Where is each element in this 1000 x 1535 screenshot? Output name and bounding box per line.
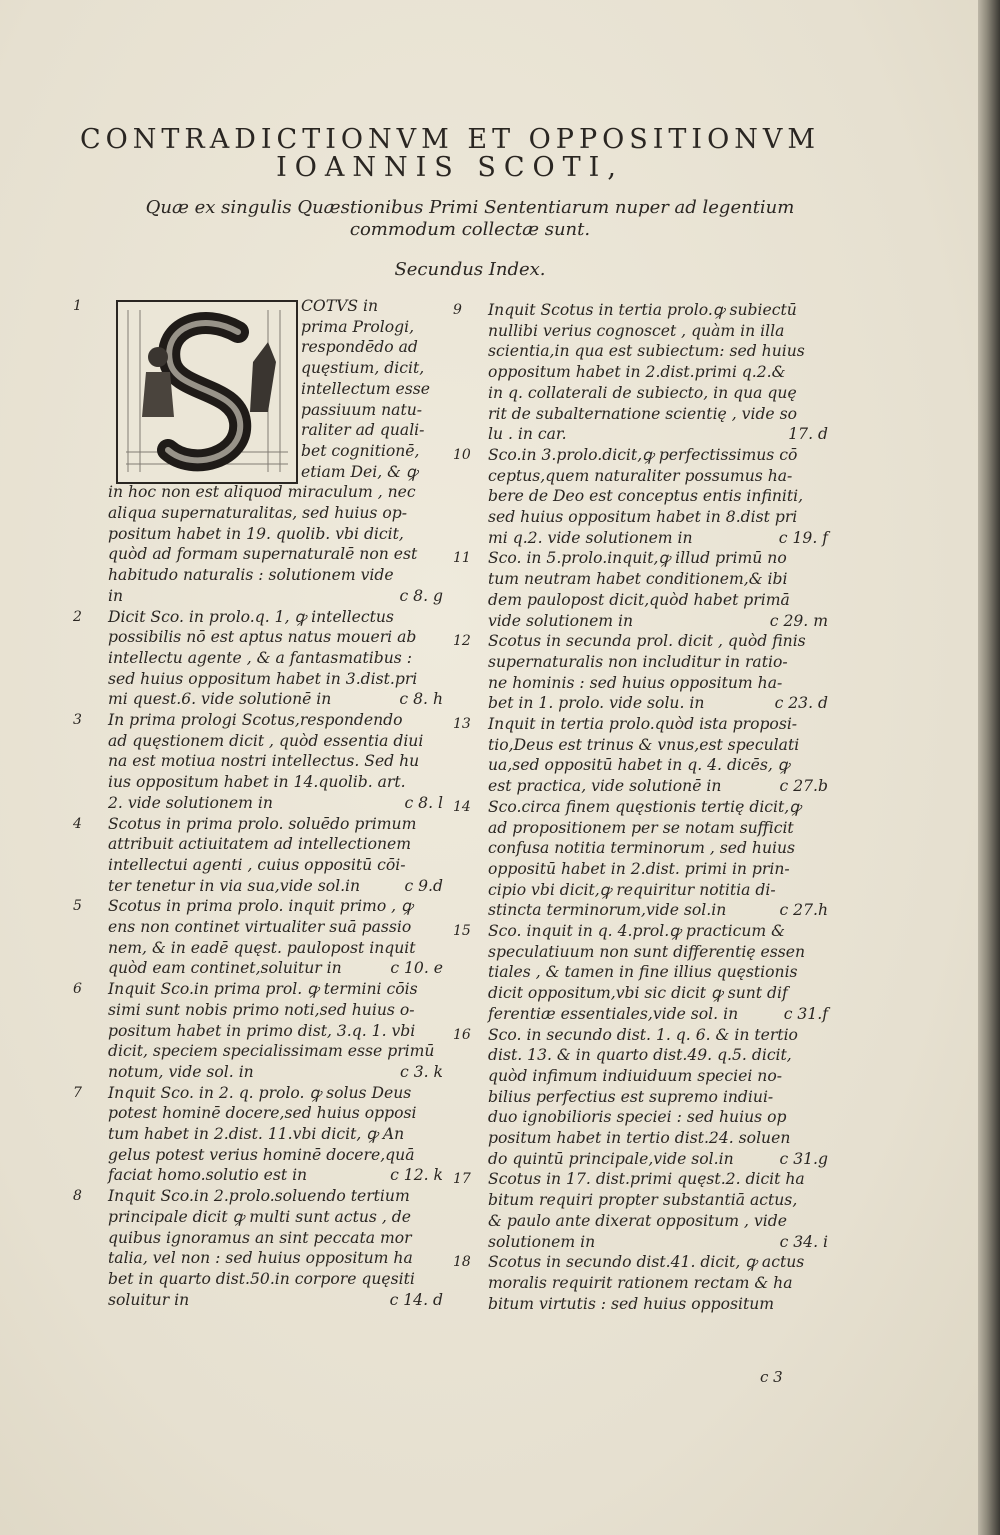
entry-line: ua,sed oppositū habet in q. 4. dicēs, ꝙ <box>488 756 790 775</box>
entry-line: bet cognitionē, <box>301 441 420 460</box>
entry-reference: c 8. g <box>399 586 443 605</box>
entry-line: talia, vel non : sed huius oppositum ha <box>108 1249 413 1268</box>
entry-line: do quintū principale,vide sol.in <box>488 1149 734 1168</box>
entry-line: ius oppositum habet in 14.quolib. art. <box>108 773 406 792</box>
entry-line: tum neutram habet conditionem,& ibi <box>488 570 788 589</box>
entry-number: 12 <box>453 633 471 650</box>
entry-number: 17 <box>453 1171 471 1188</box>
entry-reference: c 14. d <box>389 1290 443 1309</box>
entry-reference: c 9.d <box>404 876 443 895</box>
entry-line: dicit oppositum,vbi sic dicit ꝙ sunt dif <box>488 984 788 1003</box>
entry-line: Scotus in 17. dist.primi quęst.2. dicit ha <box>488 1170 805 1189</box>
entry-line: Sco.in 3.prolo.dicit,ꝙ perfectissimus cō <box>488 445 798 464</box>
entry-line: dist. 13. & in quarto dist.49. q.5. dicit, <box>488 1046 792 1065</box>
entry-line: soluitur in <box>108 1290 190 1309</box>
entry-number: 7 <box>73 1084 82 1101</box>
entry-line: speculatiuum non sunt differentię essen <box>488 942 806 961</box>
entry-line: etiam Dei, & ꝙ <box>301 462 418 481</box>
entry-line: attribuit actiuitatem ad intellectionem <box>108 835 412 854</box>
subtitle-line-2: commodum collectæ sunt. <box>349 219 591 240</box>
entry-line: positum habet in 19. quolib. vbi dicit, <box>108 524 404 543</box>
entry-line: in <box>108 586 124 605</box>
entry-line: raliter ad quali- <box>301 421 425 440</box>
entry-reference: c 19. f <box>778 528 828 547</box>
entry-line: solutionem in <box>488 1232 596 1251</box>
entry-number: 6 <box>73 981 82 998</box>
index-label: Secundus Index. <box>394 259 546 280</box>
entry-line: bere de Deo est conceptus entis infiniti, <box>488 487 804 506</box>
entry-line: Inquit Sco.in prima prol. ꝙ termini cōis <box>108 980 418 999</box>
entry-line: in hoc non est aliquod miraculum , nec <box>108 483 416 502</box>
entry-line: est practica, vide solutionē in <box>488 777 722 796</box>
entry-line: Scotus in prima prolo. inquit primo , ꝙ <box>108 897 413 916</box>
entry-line: lu . in car. <box>488 425 567 444</box>
entry-line: notum, vide sol. in <box>108 1062 254 1081</box>
entry-line: intellectum esse <box>301 379 430 398</box>
entry-number: 5 <box>73 898 82 915</box>
entry-line: aliqua supernaturalitas, sed huius op- <box>108 504 407 522</box>
entry-line: ceptus,quem naturaliter possumus ha- <box>488 466 793 485</box>
entry-line: quibus ignoramus an sint peccata mor <box>108 1228 412 1247</box>
entry-line: Dicit Sco. in prolo.q. 1, ꝙ intellectus <box>108 607 394 626</box>
entry-line: rit de subalternatione scientię , vide so <box>488 404 798 423</box>
entry-line: 2. vide solutionem in <box>108 793 273 812</box>
entry-line: sed huius oppositum habet in 8.dist pri <box>488 508 798 526</box>
entry-line: Inquit in tertia prolo.quòd ista proposi- <box>488 715 798 733</box>
entry-number: 3 <box>73 712 82 728</box>
entry-line: scientia,in qua est subiectum: sed huius <box>488 342 805 361</box>
entry-line: tio,Deus est trinus & vnus,est speculati <box>488 735 800 754</box>
entry-line: mi quest.6. vide solutionē in <box>108 690 332 709</box>
entry-number: 10 <box>453 446 471 463</box>
entry-number: 2 <box>73 608 82 625</box>
entry-line: & paulo ante dixerat oppositum , vide <box>488 1211 787 1230</box>
entry-line: tiales , & tamen in fine illius quęstionis <box>488 963 798 982</box>
entry-number: 18 <box>453 1254 471 1271</box>
entry-line: tum habet in 2.dist. 11.vbi dicit, ꝙ An <box>108 1125 405 1143</box>
page-title-line-1: CONTRADICTIONVM ET OPPOSITIONVM <box>79 124 821 155</box>
entry-line: ad quęstionem dicit , quòd essentia diui <box>108 731 424 750</box>
entry-line: quęstium, dicit, <box>301 359 425 378</box>
entry-reference: c 27.b <box>779 777 828 796</box>
entry-line: sed huius oppositum habet in 3.dist.pri <box>108 669 418 688</box>
entry-line: nullibi verius cognoscet , quàm in illa <box>488 321 785 340</box>
entry-line: bet in 1. prolo. vide solu. in <box>488 694 705 713</box>
entry-number: 8 <box>73 1188 82 1205</box>
entry-line: quòd infimum indiuiduum speciei no- <box>488 1066 783 1085</box>
entry-line: ens non continet virtualiter suā passio <box>108 918 412 936</box>
entry-line: bitum virtutis : sed huius oppositum <box>488 1294 775 1313</box>
entry-line: simi sunt nobis primo noti,sed huius o- <box>108 1000 415 1019</box>
signature-mark: c 3 <box>760 1368 783 1386</box>
entry-reference: c 34. i <box>779 1232 828 1251</box>
entry-reference: c 29. m <box>769 611 828 630</box>
entry-line: confusa notitia terminorum , sed huius <box>488 839 796 858</box>
entry-line: Sco.circa finem quęstionis tertię dicit,ꝙ <box>488 797 801 816</box>
entry-line: Scotus in prima prolo. soluēdo primum <box>108 814 417 833</box>
entry-line: oppositū habet in 2.dist. primi in prin- <box>488 859 790 878</box>
entry-line: Sco. in secundo dist. 1. q. 6. & in tertio <box>488 1025 798 1044</box>
entry-line: Sco. inquit in q. 4.prol.ꝙ practicum & <box>488 922 786 940</box>
entry-number: 1 <box>73 298 82 314</box>
page-title-line-2: IOANNIS SCOTI, <box>276 152 624 183</box>
entry-line: bilius perfectius est supremo indiui- <box>488 1087 774 1106</box>
entry-reference: c 8. l <box>404 793 443 812</box>
entry-line: ad propositionem per se notam sufficit <box>488 818 794 837</box>
entry-line: vide solutionem in <box>488 611 634 630</box>
entry-line: In prima prologi Scotus,respondendo <box>108 711 403 729</box>
entry-number: 9 <box>453 302 462 318</box>
entry-number: 13 <box>453 716 471 732</box>
entry-line: supernaturalis non includitur in ratio- <box>488 652 788 671</box>
entry-reference: c 3. k <box>400 1062 443 1081</box>
entry-line: duo ignobilioris speciei : sed huius op <box>488 1108 787 1127</box>
entry-reference: c 8. h <box>399 690 443 709</box>
entry-line: principale dicit ꝙ multi sunt actus , de <box>108 1207 411 1226</box>
entry-line: ferentiæ essentiales,vide sol. in <box>488 1004 739 1023</box>
entry-line: prima Prologi, <box>301 317 415 336</box>
entry-line: cipio vbi dicit,ꝙ requiritur notitia di- <box>488 880 776 899</box>
entry-line: positum habet in primo dist, 3.q. 1. vbi <box>108 1021 416 1040</box>
entry-number: 4 <box>73 815 82 832</box>
entry-line: Inquit Sco.in 2.prolo.soluendo tertium <box>108 1187 410 1206</box>
entry-line: stincta terminorum,vide sol.in <box>488 901 727 920</box>
entry-line: mi q.2. vide solutionem in <box>488 528 693 547</box>
entry-line: intellectu agente , & a fantasmatibus : <box>108 648 412 667</box>
entry-line: positum habet in tertio dist.24. soluen <box>488 1129 791 1147</box>
subtitle-line-1: Quæ ex singulis Quæstionibus Primi Sententiarum nuper ad legentium <box>145 197 795 218</box>
entry-number: 11 <box>453 550 471 567</box>
entry-line: respondēdo ad <box>301 338 418 357</box>
entry-reference: 17. d <box>788 425 828 444</box>
entry-line: Scotus in secunda prol. dicit , quòd finis <box>488 632 806 651</box>
entry-line: Scotus in secundo dist.41. dicit, ꝙ actus <box>488 1253 805 1272</box>
entry-line: dem paulopost dicit,quòd habet primā <box>488 590 790 609</box>
entry-number: 16 <box>453 1026 471 1043</box>
entry-number: 14 <box>453 798 471 815</box>
entry-line: Sco. in 5.prolo.inquit,ꝙ illud primū no <box>488 549 787 568</box>
decorated-initial-s-woodcut <box>116 300 298 484</box>
entry-reference: c 23. d <box>774 694 828 713</box>
entry-line: dicit, speciem specialissimam esse primū <box>108 1042 435 1061</box>
entry-reference: c 31.g <box>779 1149 828 1168</box>
entry-line: faciat homo.solutio est in <box>108 1166 308 1185</box>
entry-line: nem, & in eadē quęst. paulopost inquit <box>108 938 416 957</box>
entry-line: ne hominis : sed huius oppositum ha- <box>488 673 783 692</box>
entry-line: habitudo naturalis : solutionem vide <box>108 566 394 585</box>
entry-line: moralis requirit rationem rectam & ha <box>488 1273 793 1292</box>
entry-line: potest hominē docere,sed huius opposi <box>108 1104 417 1123</box>
entry-line: intellectui agenti , cuius oppositū cōi- <box>108 855 406 874</box>
entry-line: bitum requiri propter substantiā actus, <box>488 1191 798 1210</box>
entry-line: gelus potest verius hominē docere,quā <box>108 1145 415 1164</box>
entry-line: Inquit Scotus in tertia prolo.ꝙ subiectū <box>488 301 797 319</box>
entry-line: quòd eam continet,soluitur in <box>108 959 342 978</box>
entry-reference: c 12. k <box>390 1166 443 1185</box>
entry-line: passiuum natu- <box>301 400 423 419</box>
entry-number: 15 <box>453 923 471 939</box>
page-edge <box>978 0 1000 1535</box>
entry-line: na est motiua nostri intellectus. Sed hu <box>108 752 420 771</box>
entry-line: quòd ad formam supernaturalē non est <box>108 545 418 564</box>
entry-line: oppositum habet in 2.dist.primi q.2.& <box>488 363 786 382</box>
entry-line: possibilis nō est aptus natus moueri ab <box>108 628 417 647</box>
entry-line: bet in quarto dist.50.in corpore quęsiti <box>108 1269 415 1288</box>
entry-reference: c 31.f <box>783 1004 828 1023</box>
entry-reference: c 27.h <box>779 901 828 920</box>
entry-line: Inquit Sco. in 2. q. prolo. ꝙ solus Deus <box>108 1083 412 1102</box>
entry-line: in q. collaterali de subiecto, in qua quę <box>488 383 797 402</box>
entry-line: ter tenetur in via sua,vide sol.in <box>108 876 361 895</box>
entry-line: COTVS in <box>301 297 379 315</box>
entry-reference: c 10. e <box>390 959 443 978</box>
